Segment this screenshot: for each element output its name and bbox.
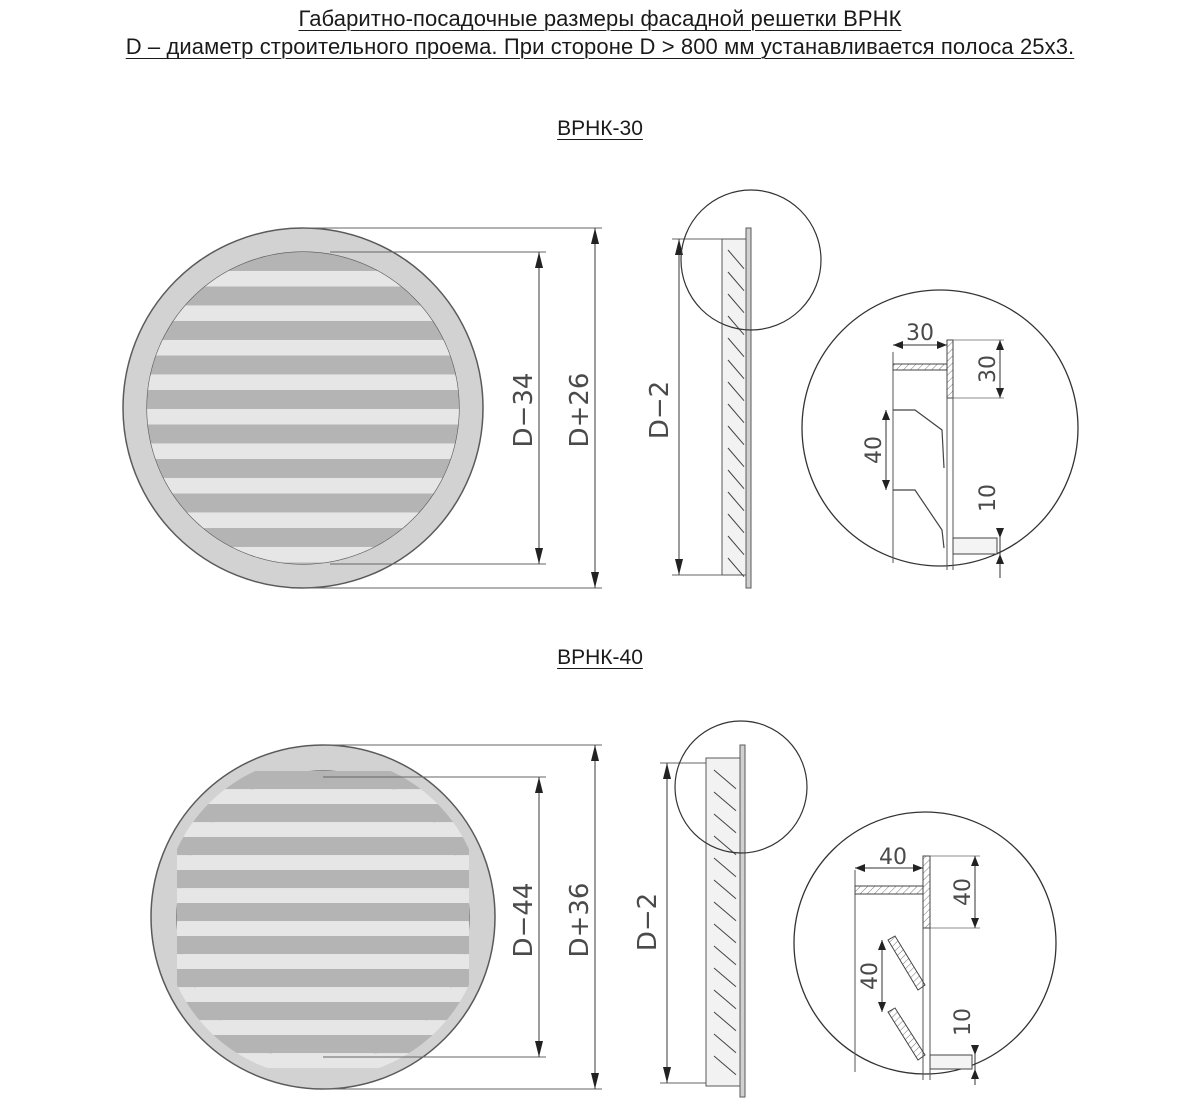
louver-blade <box>177 1002 469 1020</box>
louver-gap <box>177 921 469 936</box>
dim-inner-label: D−44 <box>509 882 539 958</box>
detail-gap: 10 <box>976 484 1001 512</box>
louver-blade <box>147 494 459 513</box>
louver-gap <box>147 478 459 494</box>
louver-gap <box>177 822 469 837</box>
detail-flange-height: 40 <box>951 878 976 906</box>
louver-blade <box>177 969 469 987</box>
louver-blade <box>177 903 469 921</box>
louver-blade <box>177 870 469 888</box>
dim-side-label: D−2 <box>645 380 675 440</box>
title-line-1: Габаритно-посадочные размеры фасадной решетки ВРНК <box>298 6 902 31</box>
louver-blade <box>147 390 459 409</box>
dim-outer-label: D+26 <box>565 372 595 448</box>
dim-side-label: D−2 <box>633 892 663 952</box>
detail-circle <box>794 812 1056 1074</box>
louver-blade <box>177 936 469 954</box>
louver-blade <box>177 837 469 855</box>
dim-inner-label: D−34 <box>509 372 539 448</box>
louver-gap <box>147 340 459 356</box>
side-flange <box>740 745 745 1097</box>
front-view-vrnk40 <box>151 745 602 1089</box>
louver-gap <box>177 888 469 903</box>
side-view-vrnk40 <box>633 721 807 1097</box>
side-view-vrnk30 <box>645 190 821 588</box>
detail-view-vrnk30 <box>802 290 1078 578</box>
louver-gap <box>147 305 459 321</box>
section-label-vrnk40: ВРНК-40 <box>557 646 643 669</box>
detail-gap: 10 <box>951 1008 976 1036</box>
louver-gap <box>147 443 459 459</box>
louver-blades <box>177 771 469 1068</box>
detail-flange-width: 30 <box>906 321 934 346</box>
louver-gap <box>177 855 469 870</box>
front-view-vrnk30 <box>123 228 602 597</box>
detail-flange-width: 40 <box>879 845 907 870</box>
section-label-vrnk30: ВРНК-30 <box>557 117 643 140</box>
title-line-2: D – диаметр строительного проема. При стороне D > 800 мм устанавливается полоса 25x3. <box>125 34 1075 59</box>
louver-gap <box>147 409 459 425</box>
louver-gap <box>147 374 459 390</box>
louver-blade <box>147 425 459 444</box>
detail-blade-height: 40 <box>858 962 883 990</box>
louver-gap <box>177 1020 469 1035</box>
detail-blade-height: 40 <box>862 436 887 464</box>
detail-flange-height: 30 <box>976 355 1001 383</box>
detail-view-vrnk40 <box>794 812 1056 1085</box>
side-flange <box>746 228 751 588</box>
louver-gap <box>177 954 469 969</box>
louver-blade <box>147 356 459 375</box>
louver-blade <box>147 321 459 340</box>
dim-outer-label: D+36 <box>565 882 595 958</box>
louver-blade <box>177 804 469 822</box>
louver-gap <box>177 987 469 1002</box>
louver-blade <box>147 459 459 478</box>
